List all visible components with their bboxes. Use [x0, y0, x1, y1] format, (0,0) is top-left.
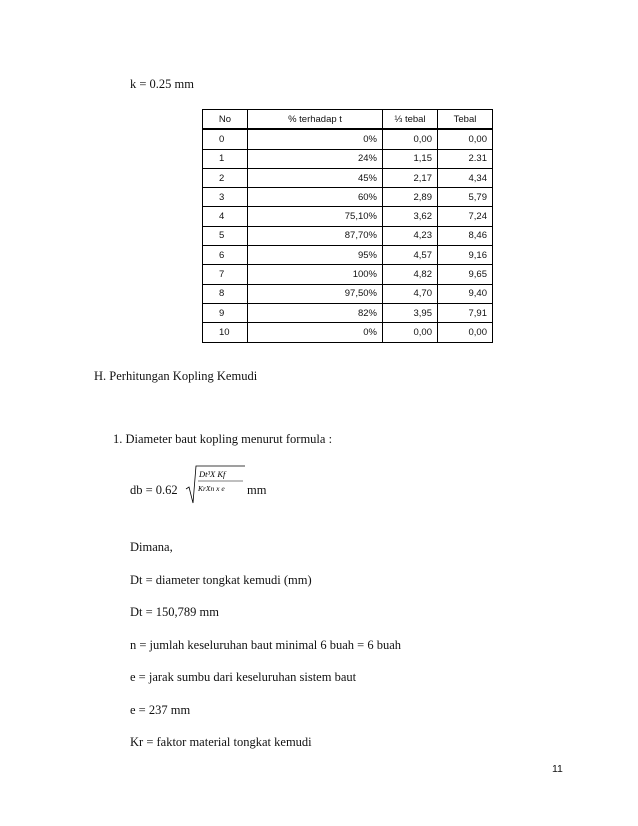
cell-thickness: 5,79	[438, 188, 493, 207]
dt-value: Dt = 150,789 mm	[130, 605, 219, 619]
cell-no: 3	[203, 188, 248, 207]
cell-third-thickness: 4,23	[383, 226, 438, 245]
cell-thickness: 9,16	[438, 246, 493, 265]
cell-thickness: 0,00	[438, 129, 493, 149]
table-row	[203, 323, 493, 342]
cell-no: 2	[203, 168, 248, 187]
header-no: No	[203, 110, 248, 130]
cell-percent: 82%	[248, 303, 383, 322]
cell-no: 1	[203, 149, 248, 168]
table-row	[203, 207, 493, 226]
cell-no: 6	[203, 246, 248, 265]
cell-thickness: 7,91	[438, 303, 493, 322]
dimana-label: Dimana,	[130, 540, 173, 554]
cell-percent: 45%	[248, 168, 383, 187]
formula-lhs: db = 0.62	[130, 483, 178, 497]
cell-thickness: 2.31	[438, 149, 493, 168]
table-row	[203, 265, 493, 284]
cell-third-thickness: 0,00	[383, 129, 438, 149]
cell-thickness: 0,00	[438, 323, 493, 342]
table-row	[203, 303, 493, 322]
page-number: 11	[552, 763, 563, 775]
cell-percent: 97,50%	[248, 284, 383, 303]
cell-third-thickness: 0,00	[383, 323, 438, 342]
table-row	[203, 226, 493, 245]
list-item-1: 1. Diameter baut kopling menurut formula :	[113, 432, 333, 446]
table-row	[203, 149, 493, 168]
table-row	[203, 168, 493, 187]
cell-third-thickness: 1,15	[383, 149, 438, 168]
cell-third-thickness: 3,95	[383, 303, 438, 322]
table-header-row	[203, 110, 493, 130]
formula-denominator: KrXn x e	[198, 484, 225, 493]
cell-percent: 24%	[248, 149, 383, 168]
cell-third-thickness: 3,62	[383, 207, 438, 226]
cell-third-thickness: 4,82	[383, 265, 438, 284]
cell-percent: 0%	[248, 129, 383, 149]
cell-percent: 60%	[248, 188, 383, 207]
cell-percent: 87,70%	[248, 226, 383, 245]
cell-third-thickness: 2,17	[383, 168, 438, 187]
cell-no: 5	[203, 226, 248, 245]
cell-percent: 0%	[248, 323, 383, 342]
cell-thickness: 4,34	[438, 168, 493, 187]
formula-numerator: Dt³X Kf	[199, 469, 226, 479]
cell-thickness: 7,24	[438, 207, 493, 226]
cell-third-thickness: 2,89	[383, 188, 438, 207]
header-thickness: Tebal	[438, 110, 493, 130]
section-heading: H. Perhitungan Kopling Kemudi	[94, 369, 258, 383]
cell-percent: 100%	[248, 265, 383, 284]
cell-no: 9	[203, 303, 248, 322]
formula-unit: mm	[247, 483, 267, 497]
cell-no: 8	[203, 284, 248, 303]
cell-thickness: 9,40	[438, 284, 493, 303]
dt-definition: Dt = diameter tongkat kemudi (mm)	[130, 573, 312, 587]
k-value-line: k = 0.25 mm	[130, 77, 194, 91]
e-value: e = 237 mm	[130, 703, 191, 717]
header-percent: % terhadap t	[248, 110, 383, 130]
cell-no: 4	[203, 207, 248, 226]
cell-thickness: 9,65	[438, 265, 493, 284]
n-definition: n = jumlah keseluruhan baut minimal 6 buah = 6 buah	[130, 638, 401, 652]
e-definition: e = jarak sumbu dari keseluruhan sistem baut	[130, 670, 357, 684]
table-row	[203, 129, 493, 149]
square-root-fraction	[185, 465, 247, 505]
cell-percent: 95%	[248, 246, 383, 265]
cell-no: 7	[203, 265, 248, 284]
table-row	[203, 188, 493, 207]
cell-third-thickness: 4,70	[383, 284, 438, 303]
table-row	[203, 284, 493, 303]
cell-no: 10	[203, 323, 248, 342]
cell-no: 0	[203, 129, 248, 149]
cell-thickness: 8,46	[438, 226, 493, 245]
cell-percent: 75,10%	[248, 207, 383, 226]
header-third-thickness: ⅓ tebal	[383, 110, 438, 130]
kr-definition: Kr = faktor material tongkat kemudi	[130, 735, 312, 749]
thickness-table	[202, 109, 493, 343]
cell-third-thickness: 4,57	[383, 246, 438, 265]
table-row	[203, 246, 493, 265]
